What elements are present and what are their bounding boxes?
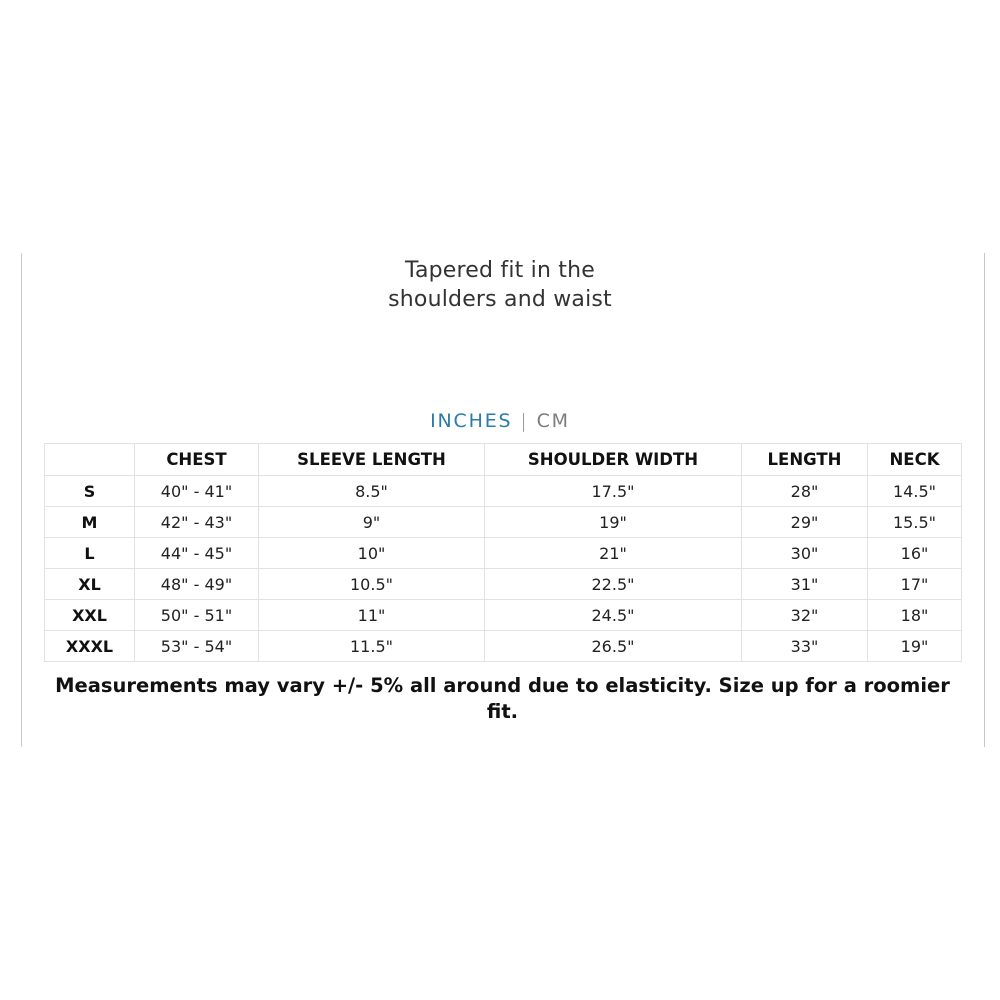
- neck-cell: 14.5": [868, 476, 962, 507]
- sleeve-length-cell: 10": [259, 538, 485, 569]
- table-row: [45, 507, 962, 538]
- sleeve-length-cell: 11": [259, 600, 485, 631]
- length-cell: 32": [742, 600, 868, 631]
- header-neck: NECK: [868, 444, 962, 476]
- size-cell: XXL: [45, 600, 135, 631]
- chest-cell: 53" - 54": [135, 631, 259, 662]
- chest-cell: 44" - 45": [135, 538, 259, 569]
- shoulder-width-cell: 19": [485, 507, 742, 538]
- table-row: [45, 538, 962, 569]
- header-length: LENGTH: [742, 444, 868, 476]
- table-row: [45, 569, 962, 600]
- table-header-row: [45, 444, 962, 476]
- neck-cell: 19": [868, 631, 962, 662]
- length-cell: 33": [742, 631, 868, 662]
- size-cell: XL: [45, 569, 135, 600]
- neck-cell: 16": [868, 538, 962, 569]
- size-cell: XXXL: [45, 631, 135, 662]
- size-chart-table: [44, 443, 962, 662]
- unit-cm-tab[interactable]: CM: [536, 410, 570, 432]
- shoulder-width-cell: 17.5": [485, 476, 742, 507]
- unit-separator: |: [520, 410, 529, 432]
- measurement-note: Measurements may vary +/- 5% all around due to elasticity. Size up for a roomier fit.: [55, 674, 950, 723]
- neck-cell: 18": [868, 600, 962, 631]
- chest-cell: 48" - 49": [135, 569, 259, 600]
- right-divider: [984, 253, 985, 747]
- size-cell: S: [45, 476, 135, 507]
- table-row: [45, 476, 962, 507]
- left-divider: [21, 253, 22, 747]
- header-shoulder-width: SHOULDER WIDTH: [485, 444, 742, 476]
- shoulder-width-cell: 21": [485, 538, 742, 569]
- chest-cell: 42" - 43": [135, 507, 259, 538]
- neck-cell: 15.5": [868, 507, 962, 538]
- length-cell: 31": [742, 569, 868, 600]
- shoulder-width-cell: 26.5": [485, 631, 742, 662]
- header-chest: CHEST: [135, 444, 259, 476]
- chest-cell: 40" - 41": [135, 476, 259, 507]
- shoulder-width-cell: 24.5": [485, 600, 742, 631]
- unit-inches-tab[interactable]: INCHES: [430, 410, 513, 432]
- header-sleeve-length: SLEEVE LENGTH: [259, 444, 485, 476]
- unit-toggle: [0, 410, 1000, 432]
- size-cell: M: [45, 507, 135, 538]
- length-cell: 30": [742, 538, 868, 569]
- sleeve-length-cell: 9": [259, 507, 485, 538]
- sleeve-length-cell: 11.5": [259, 631, 485, 662]
- fit-description: [0, 256, 1000, 314]
- chest-cell: 50" - 51": [135, 600, 259, 631]
- table-row: [45, 631, 962, 662]
- sleeve-length-cell: 10.5": [259, 569, 485, 600]
- neck-cell: 17": [868, 569, 962, 600]
- length-cell: 29": [742, 507, 868, 538]
- shoulder-width-cell: 22.5": [485, 569, 742, 600]
- length-cell: 28": [742, 476, 868, 507]
- size-cell: L: [45, 538, 135, 569]
- header-size: [45, 444, 135, 476]
- sleeve-length-cell: 8.5": [259, 476, 485, 507]
- fit-description-line-2: shoulders and waist: [388, 287, 612, 312]
- table-row: [45, 600, 962, 631]
- fit-description-line-1: Tapered fit in the: [404, 258, 596, 283]
